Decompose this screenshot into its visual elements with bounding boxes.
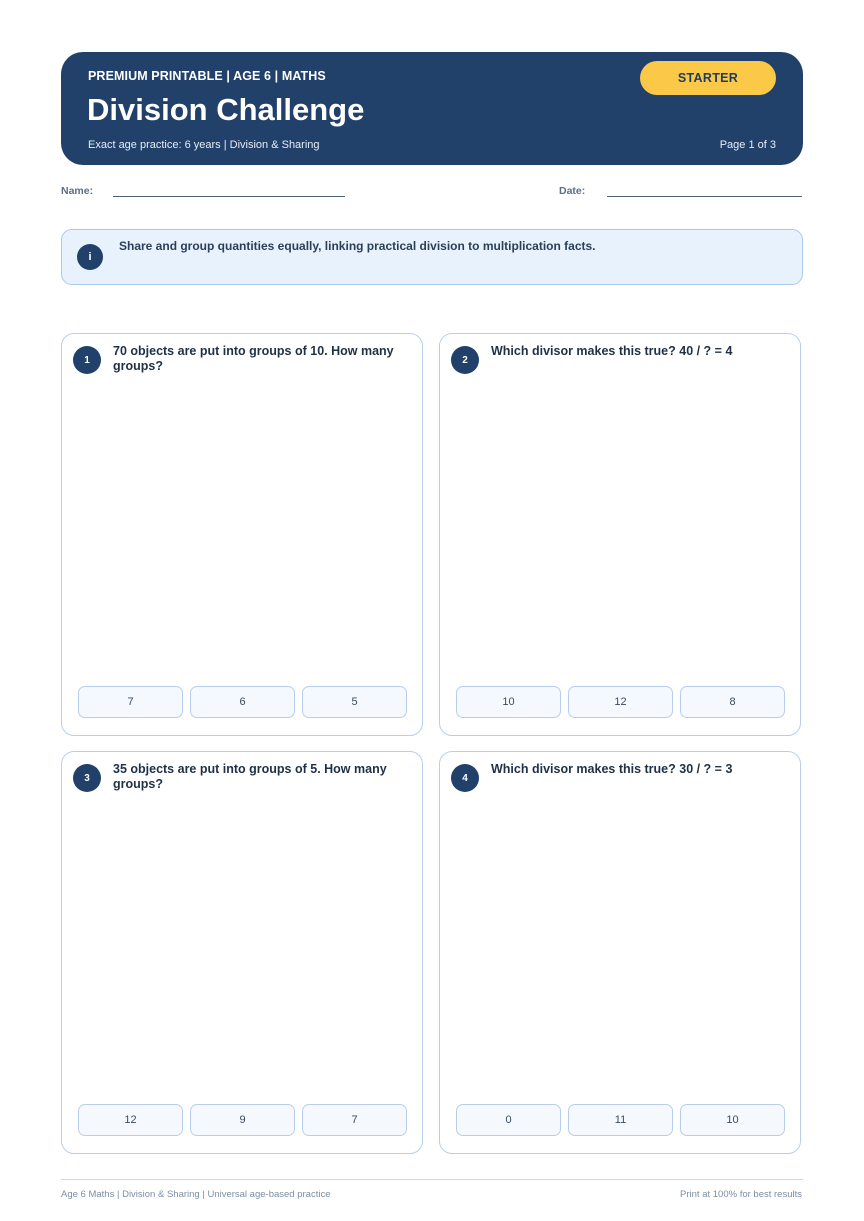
answer-options: [78, 1104, 407, 1136]
answer-option[interactable]: 6: [190, 686, 295, 718]
header-kicker: PREMIUM PRINTABLE | AGE 6 | MATHS: [88, 69, 326, 83]
footer-divider: [61, 1179, 803, 1180]
footer-right-text: Print at 100% for best results: [680, 1189, 802, 1200]
question-number: 4: [451, 764, 479, 792]
answer-options: [78, 686, 407, 718]
question-text: 70 objects are put into groups of 10. How many groups?: [113, 344, 394, 373]
answer-options: [456, 686, 785, 718]
question-number: 1: [73, 346, 101, 374]
answer-option[interactable]: 0: [456, 1104, 561, 1136]
answer-options: [456, 1104, 785, 1136]
date-field[interactable]: [607, 196, 802, 197]
question-text: Which divisor makes this true? 40 / ? = 4: [491, 344, 733, 358]
answer-option[interactable]: 12: [78, 1104, 183, 1136]
name-label: Name:: [61, 185, 94, 197]
page-title: Division Challenge: [87, 92, 365, 127]
level-badge: STARTER: [640, 61, 776, 95]
answer-option[interactable]: 8: [680, 686, 785, 718]
info-text: Share and group quantities equally, linking practical division to multiplication facts.: [119, 239, 596, 253]
info-banner: [61, 229, 803, 285]
question-card-3: [61, 751, 423, 1154]
question-number: 3: [73, 764, 101, 792]
answer-option[interactable]: 11: [568, 1104, 673, 1136]
name-field[interactable]: [113, 196, 345, 197]
question-card-2: [439, 333, 801, 736]
question-card-1: [61, 333, 423, 736]
page-number: Page 1 of 3: [719, 139, 776, 151]
footer-left-text: Age 6 Maths | Division & Sharing | Universal age-based practice: [61, 1189, 331, 1200]
answer-option[interactable]: 7: [78, 686, 183, 718]
worksheet-header: [61, 52, 803, 165]
info-icon: i: [77, 244, 103, 270]
answer-option[interactable]: 12: [568, 686, 673, 718]
question-card-4: [439, 751, 801, 1154]
answer-option[interactable]: 7: [302, 1104, 407, 1136]
date-label: Date:: [559, 185, 586, 197]
answer-option[interactable]: 10: [680, 1104, 785, 1136]
answer-option[interactable]: 9: [190, 1104, 295, 1136]
answer-option[interactable]: 5: [302, 686, 407, 718]
answer-option[interactable]: 10: [456, 686, 561, 718]
question-number: 2: [451, 346, 479, 374]
question-text: 35 objects are put into groups of 5. How many groups?: [113, 762, 387, 791]
question-text: Which divisor makes this true? 30 / ? = 3: [491, 762, 733, 776]
header-subtitle: Exact age practice: 6 years | Division & Sharing: [88, 139, 320, 151]
